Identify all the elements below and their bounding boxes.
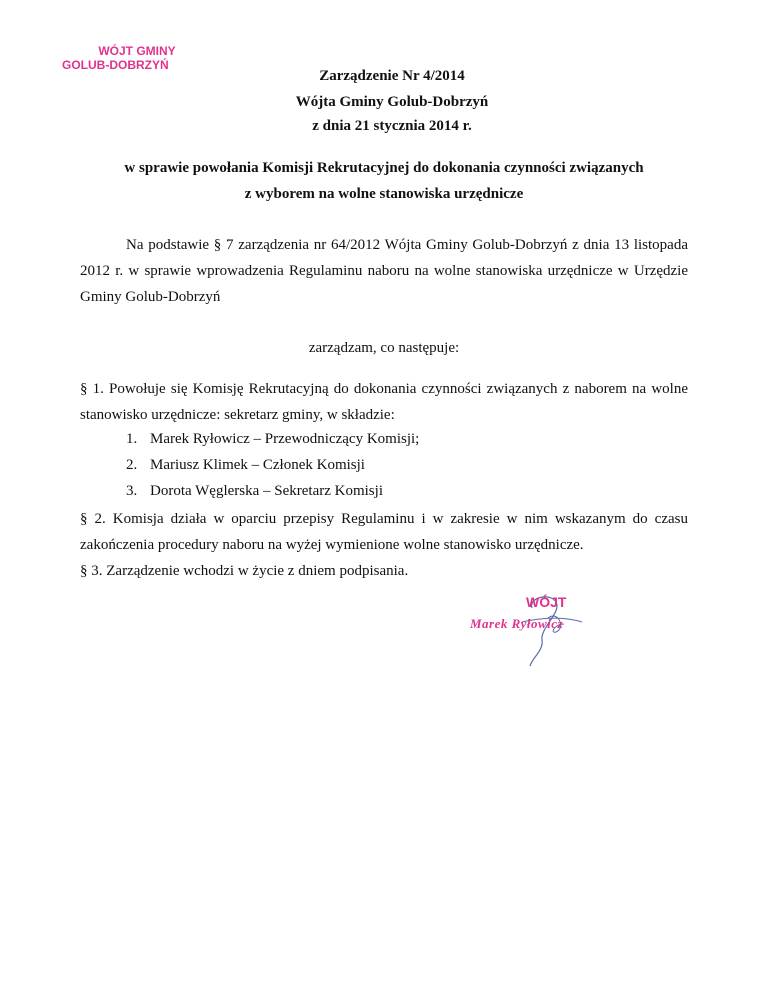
list-item-number: 3. <box>126 483 138 499</box>
decree-statement: zarządzam, co następuje: <box>308 340 460 356</box>
signature-stamp <box>470 592 650 672</box>
committee-members-list <box>126 426 419 504</box>
subject-line-1: w sprawie powołania Komisji Rekrutacyjnej do dokonania czynności związanych <box>124 160 644 176</box>
legal-basis-paragraph: Na podstawie § 7 zarządzenia nr 64/2012 Wójta Gminy Golub-Dobrzyń z dnia 13 listopada 2012 r. w sprawie wprowadzenia Regulaminu naboru na wolne stanowiska urzędnicze w Urzędzie Gminy Golub-Dobrzyń <box>80 237 688 305</box>
subject-line-2: z wyborem na wolne stanowiska urzędnicze <box>244 186 524 202</box>
list-item <box>126 478 419 504</box>
section-3-paragraph: § 3. Zarządzenie wchodzi w życie z dniem podpisania. <box>80 563 409 579</box>
document-issuer: Wójta Gminy Golub-Dobrzyń <box>295 94 489 110</box>
list-item <box>126 426 419 452</box>
document-date: z dnia 21 stycznia 2014 r. <box>312 118 472 134</box>
signature-stamp-name: Marek Ryłowicz <box>470 616 564 631</box>
section-1-paragraph: § 1. Powołuje się Komisję Rekrutacyjną do dokonania czynności związanych z naborem na wolne stanowisko urzędnicze: sekretarz gminy, w składzie: <box>80 381 688 423</box>
list-item-number: 2. <box>126 457 138 473</box>
list-item-text: Marek Ryłowicz – Przewodniczący Komisji; <box>150 431 420 447</box>
section-2-paragraph: § 2. Komisja działa w oparciu przepisy Regulaminu i w zakresie w nim wskazanym do czasu zakończenia procedury naboru na wyżej wymienione wolne stanowisko urzędnicze. <box>80 511 688 553</box>
signature-stamp-title: WÓJT <box>526 594 567 610</box>
document-title: Zarządzenie Nr 4/2014 <box>319 68 465 84</box>
stamp-line-1: WÓJT GMINY <box>98 44 176 58</box>
list-item-text: Mariusz Klimek – Członek Komisji <box>150 457 365 473</box>
list-item-text: Dorota Węglerska – Sekretarz Komisji <box>150 483 383 499</box>
stamp-line-2: GOLUB-DOBRZYŃ <box>62 58 169 72</box>
list-item <box>126 452 419 478</box>
list-item-number: 1. <box>126 431 138 447</box>
